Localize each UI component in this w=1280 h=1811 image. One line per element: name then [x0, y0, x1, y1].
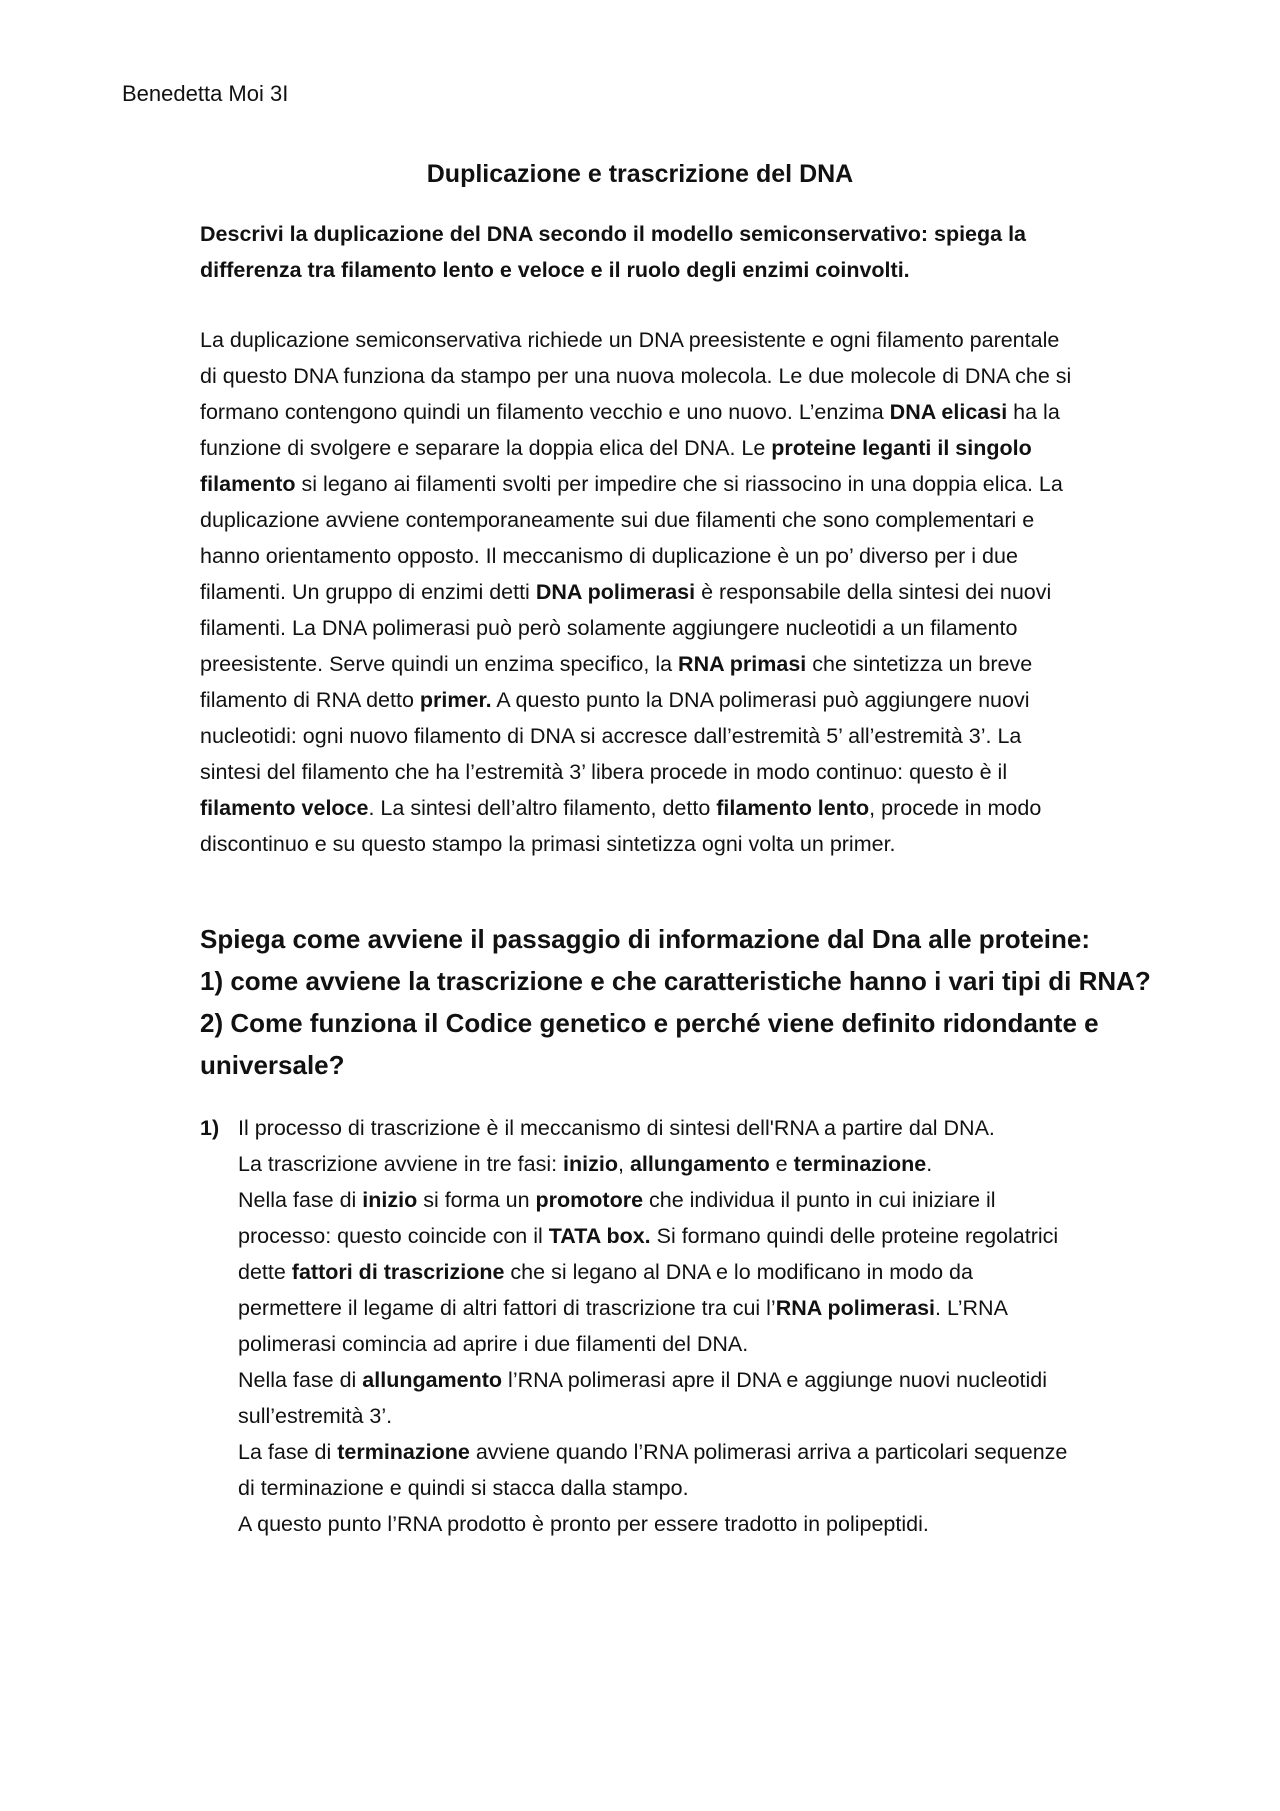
- term-rna-primasi: RNA primasi: [678, 652, 807, 676]
- answer-1-line: filamenti. Un gruppo di enzimi detti DNA polimerasi è responsabile della sintesi dei nuovi: [200, 580, 1052, 604]
- term-terminazione: terminazione: [337, 1440, 470, 1464]
- term-promotore: promotore: [535, 1188, 644, 1212]
- term-filamento: filamento: [200, 472, 296, 496]
- question-1-line: differenza tra filamento lento e veloce e il ruolo degli enzimi coinvolti.: [200, 258, 910, 282]
- answer-2-line: Nella fase di allungamento l’RNA polimerasi apre il DNA e aggiunge nuovi nucleotidi: [238, 1368, 1048, 1392]
- answer-1-line: La duplicazione semiconservativa richiede un DNA preesistente e ogni filamento parentale: [200, 328, 1060, 352]
- list-item-body: [238, 1110, 1160, 1542]
- answer-1-line: di questo DNA funziona da stampo per una nuova molecola. Le due molecole di DNA che si: [200, 364, 1072, 388]
- author-name: Benedetta Moi 3I: [122, 81, 289, 106]
- term-fattori-di-trascrizione: fattori di trascrizione: [291, 1260, 505, 1284]
- answer-2-line: dette fattori di trascrizione che si legano al DNA e lo modificano in modo da: [238, 1260, 973, 1284]
- term-allungamento: allungamento: [629, 1152, 770, 1176]
- question-1-line: Descrivi la duplicazione del DNA secondo il modello semiconservativo: spiega la: [200, 222, 1027, 246]
- answer-2-line: sull’estremità 3’.: [238, 1404, 393, 1428]
- answer-1-line: funzione di svolgere e separare la doppia elica del DNA. Le proteine leganti il singolo: [200, 436, 1032, 460]
- answer-2-line: La trascrizione avviene in tre fasi: inizio, allungamento e terminazione.: [238, 1152, 933, 1176]
- answer-1-line: filamento veloce. La sintesi dell’altro filamento, detto filamento lento, procede in modo: [200, 796, 1042, 820]
- answer-2-line: permettere il legame di altri fattori di trascrizione tra cui l’RNA polimerasi. L’RNA: [238, 1296, 1008, 1320]
- answer-1-line: filamento si legano ai filamenti svolti per impedire che si riassocino in una doppia elica. La: [200, 472, 1063, 496]
- answer-1-line: nucleotidi: ogni nuovo filamento di DNA si accresce dall’estremità 5’ all’estremità 3’. La: [200, 724, 1022, 748]
- answer-1-line: discontinuo e su questo stampo la primasi sintetizza ogni volta un primer.: [200, 832, 896, 856]
- answer-2-line: polimerasi comincia ad aprire i due filamenti del DNA.: [238, 1332, 749, 1356]
- answer-2: [200, 1110, 1160, 1542]
- question-2-line: Spiega come avviene il passaggio di informazione dal Dna alle proteine:: [200, 924, 1091, 954]
- answer-2-line: di terminazione e quindi si stacca dalla stampo.: [238, 1476, 689, 1500]
- term-filamento-lento: filamento lento: [716, 796, 870, 820]
- list-number: 1): [200, 1116, 220, 1140]
- answer-1-line: filamento di RNA detto primer. A questo punto la DNA polimerasi può aggiungere nuovi: [200, 688, 1030, 712]
- answer-1-line: preesistente. Serve quindi un enzima specifico, la RNA primasi che sintetizza un breve: [200, 652, 1033, 676]
- term-inizio: inizio: [362, 1188, 418, 1212]
- answer-2-line: Il processo di trascrizione è il meccanismo di sintesi dell'RNA a partire dal DNA.: [238, 1116, 995, 1140]
- answer-2-line: Nella fase di inizio si forma un promotore che individua il punto in cui iniziare il: [238, 1188, 996, 1212]
- question-1: [200, 216, 1160, 288]
- answer-2-line: La fase di terminazione avviene quando l’RNA polimerasi arriva a particolari sequenze: [238, 1440, 1068, 1464]
- answer-1-line: sintesi del filamento che ha l’estremità 3’ libera procede in modo continuo: questo è il: [200, 760, 1008, 784]
- question-2-line: 1) come avviene la trascrizione e che caratteristiche hanno i vari tipi di RNA?: [200, 966, 1151, 996]
- answer-1-line: filamenti. La DNA polimerasi può però solamente aggiungere nucleotidi a un filamento: [200, 616, 1018, 640]
- term-dna-elicasi: DNA elicasi: [889, 400, 1008, 424]
- answer-2-line: A questo punto l’RNA prodotto è pronto per essere tradotto in polipeptidi.: [238, 1512, 929, 1536]
- question-2-line: 2) Come funziona il Codice genetico e perché viene definito ridondante e: [200, 1008, 1099, 1038]
- answer-1-line: duplicazione avviene contemporaneamente sui due filamenti che sono complementari e: [200, 508, 1035, 532]
- question-2-line: universale?: [200, 1050, 345, 1080]
- term-primer: primer.: [419, 688, 492, 712]
- answer-1-line: hanno orientamento opposto. Il meccanismo di duplicazione è un po’ diverso per i due: [200, 544, 1018, 568]
- answer-1-line: formano contengono quindi un filamento vecchio e uno nuovo. L’enzima DNA elicasi ha la: [200, 400, 1060, 424]
- document-title: Duplicazione e trascrizione del DNA: [426, 160, 854, 188]
- term-proteine-leganti: proteine leganti il singolo: [771, 436, 1032, 460]
- question-2: [200, 918, 1160, 1086]
- term-dna-polimerasi: DNA polimerasi: [535, 580, 696, 604]
- term-rna-polimerasi: RNA polimerasi: [775, 1296, 936, 1320]
- term-allungamento: allungamento: [362, 1368, 503, 1392]
- answer-1: [200, 322, 1160, 862]
- term-tata-box: TATA box.: [548, 1224, 651, 1248]
- answer-2-line: processo: questo coincide con il TATA box. Si formano quindi delle proteine regolatrici: [238, 1224, 1059, 1248]
- term-terminazione: terminazione: [793, 1152, 927, 1176]
- term-inizio: inizio: [563, 1152, 618, 1176]
- term-filamento-veloce: filamento veloce: [200, 796, 369, 820]
